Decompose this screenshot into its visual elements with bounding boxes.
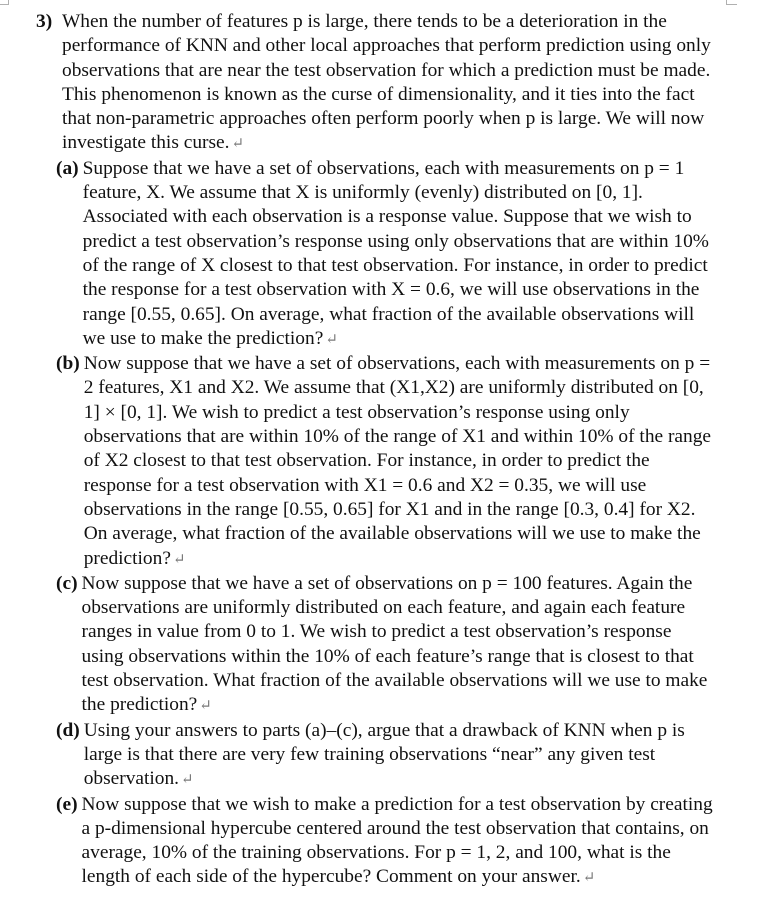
paragraph-mark-icon: ↵ <box>172 551 186 568</box>
part-c-text: Now suppose that we have a set of observations on p = 100 features. Again the observations are uniformly distributed on each feature, and again each feature ranges in value from 0 to 1. We wish to predict a test observation’s response using observations within the 10% of each feature’s range that is closest to that test observation. What fraction of the available observations will we use to make the prediction? <box>81 572 708 716</box>
part-d <box>56 719 716 793</box>
paragraph-mark-icon: ↵ <box>325 331 338 348</box>
paragraph-mark-icon: ↵ <box>199 698 212 715</box>
part-e-label: (e) <box>56 793 78 815</box>
page-corner-mark-right <box>726 0 737 5</box>
part-d-label: (d) <box>56 719 80 741</box>
part-c-label: (c) <box>56 572 78 594</box>
part-b-label: (b) <box>56 353 80 375</box>
part-b-text: Now suppose that we have a set of observations, each with measurements on p = 2 features, X1 and X2. We assume that (X1,X2) are uniformly distributed on [0, 1] × [0, 1]. We wish to predict a test observation’s response using only observations that are within 10% of the range of X1 and within 10% of the range of X2 closest to that test observation. For instance, in order to predict the response for a test observation with X1 = 0.6 and X2 = 0.35, we will use observations in the range [0.55, 0.65] for X1 and in the range [0.3, 0.4] for X2. On average, what fraction of the available observations will we use to make the prediction? <box>83 353 712 569</box>
part-a-label: (a) <box>56 157 79 179</box>
question-number: 3) <box>36 11 53 32</box>
paragraph-mark-icon: ↵ <box>582 870 596 887</box>
part-a-text: Suppose that we have a set of observations, each with measurements on p = 1 feature, X. We assume that X is uniformly (evenly) distributed on [0, 1]. Associated with each observation is a response value. Suppose that we wish to predict a test observation’s response using only observations that are within 10% of the range of X closest to that test observation. For instance, in order to predict the response for a test observation with X = 0.6, we will use observations in the range [0.55, 0.65]. On average, what fraction of the available observations will we use to make the prediction? <box>82 157 709 349</box>
part-c <box>56 572 716 719</box>
part-b <box>56 352 716 572</box>
paragraph-mark-icon: ↵ <box>181 772 194 789</box>
question-parts <box>56 157 716 891</box>
question-block <box>36 10 716 891</box>
paragraph-mark-icon: ↵ <box>231 136 245 153</box>
question-intro <box>36 10 716 157</box>
page-corner-mark-left <box>0 0 9 5</box>
part-d-text: Using your answers to parts (a)–(c), argue that a drawback of KNN when p is large is that there are very few training observations “near” any given test observation. <box>83 719 685 790</box>
part-e-text: Now suppose that we wish to make a prediction for a test observation by creating a p-dimensional hypercube centered around the test observation that contains, on average, 10% of the training observations. For p = 1, 2, and 100, what is the length of each side of the hypercube? Comment on your answer. <box>81 793 713 888</box>
question-intro-text: When the number of features p is large, there tends to be a deterioration in the performance of KNN and other local approaches that perform prediction using only observations that are near the test observation for which a prediction must be made. This phenomenon is known as the curse of dimensionality, and it ties into the fact that non-parametric approaches often perform poorly when p is large. We will now investigate this curse. <box>62 11 711 154</box>
part-e <box>56 793 716 891</box>
part-a <box>56 157 716 352</box>
